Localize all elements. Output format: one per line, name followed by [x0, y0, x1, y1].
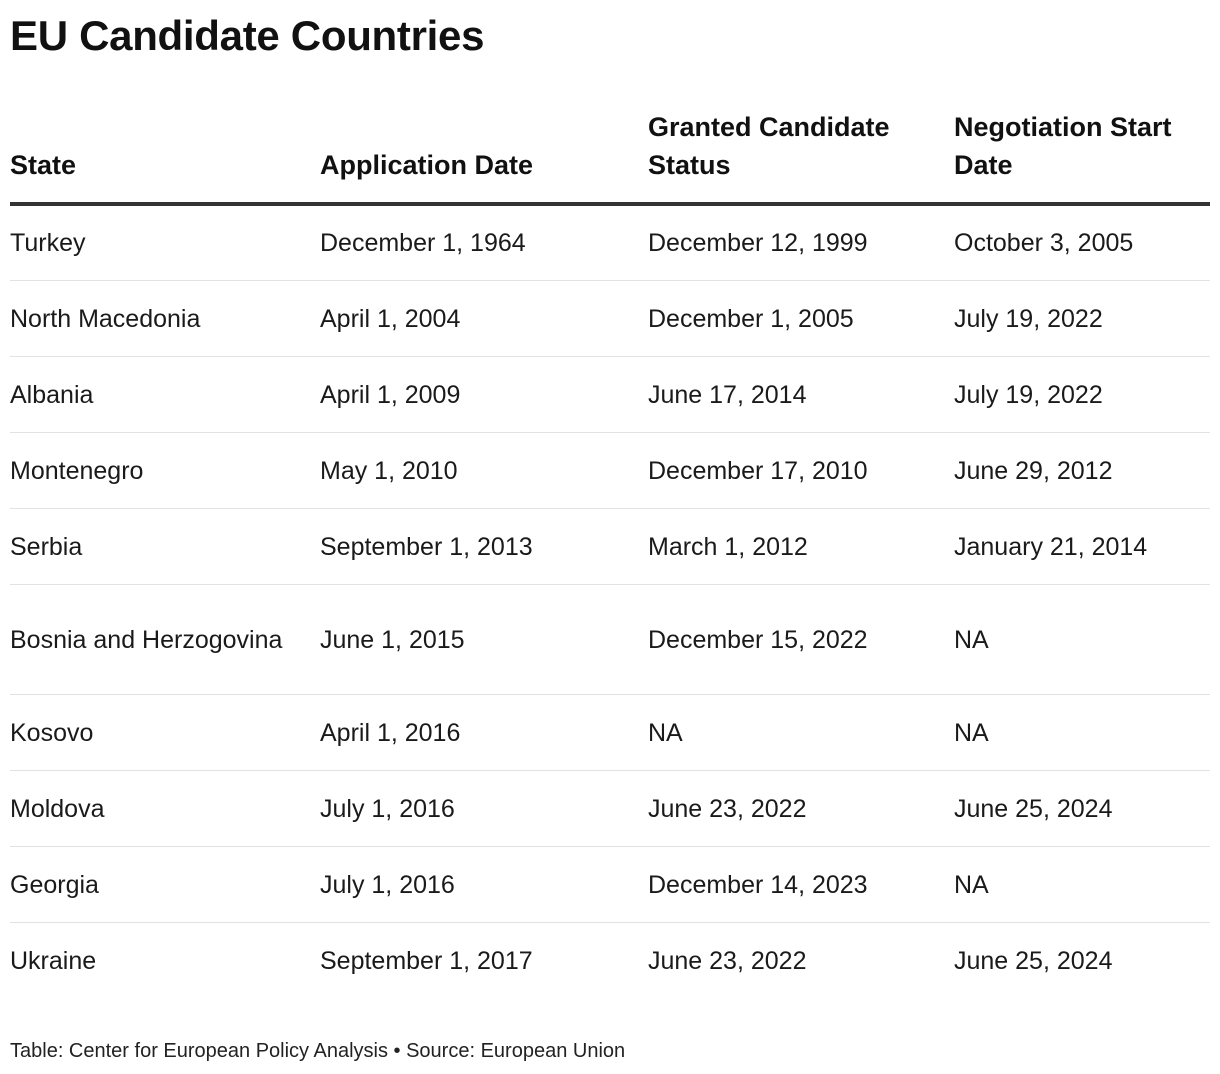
cell-application-date: April 1, 2009	[320, 357, 648, 433]
table-body	[10, 204, 1210, 998]
cell-candidate-status-date: December 15, 2022	[648, 585, 954, 695]
cell-candidate-status-date: December 17, 2010	[648, 433, 954, 509]
page-title: EU Candidate Countries	[10, 12, 485, 59]
cell-state: North Macedonia	[10, 281, 320, 357]
cell-state: Bosnia and Herzogovina	[10, 585, 320, 695]
cell-candidate-status-date: December 12, 1999	[648, 204, 954, 281]
cell-application-date: April 1, 2016	[320, 695, 648, 771]
table-row	[10, 204, 1210, 281]
cell-application-date: June 1, 2015	[320, 585, 648, 695]
cell-negotiation-start-date: June 25, 2024	[954, 946, 1113, 975]
cell-negotiation-start-date: NA	[954, 585, 1210, 695]
table-header	[10, 108, 1210, 204]
candidate-countries-table	[10, 108, 1210, 998]
cell-application-date: July 1, 2016	[320, 847, 648, 923]
cell-application-date: September 1, 2013	[320, 509, 648, 585]
table-row	[10, 585, 1210, 695]
table-row	[10, 281, 1210, 357]
cell-application-date: December 1, 1964	[320, 204, 648, 281]
cell-state: Kosovo	[10, 695, 320, 771]
cell-application-date: May 1, 2010	[320, 433, 648, 509]
table-row	[10, 509, 1210, 585]
cell-application-date: September 1, 2017	[320, 946, 533, 975]
cell-candidate-status-date: March 1, 2012	[648, 509, 954, 585]
column-header-negotiation-start-date: Negotiation Start Date	[954, 108, 1210, 204]
column-header-state: State	[10, 108, 320, 204]
cell-application-date: July 1, 2016	[320, 771, 648, 847]
column-header-granted-candidate-status: Granted Candidate Status	[648, 108, 954, 204]
table-row	[10, 771, 1210, 847]
cell-state: Serbia	[10, 509, 320, 585]
table-row	[10, 695, 1210, 771]
cell-state: Moldova	[10, 771, 320, 847]
cell-negotiation-start-date: July 19, 2022	[954, 281, 1210, 357]
cell-negotiation-start-date: June 25, 2024	[954, 771, 1210, 847]
cell-negotiation-start-date: NA	[954, 847, 1210, 923]
cell-negotiation-start-date: October 3, 2005	[954, 204, 1210, 281]
table-row	[10, 357, 1210, 433]
cell-state: Montenegro	[10, 433, 320, 509]
header-row	[10, 108, 1210, 204]
column-header-application-date: Application Date	[320, 108, 648, 204]
cell-application-date: April 1, 2004	[320, 281, 648, 357]
cell-state: Georgia	[10, 847, 320, 923]
table-row	[10, 433, 1210, 509]
cell-state: Albania	[10, 357, 320, 433]
cell-candidate-status-date: December 14, 2023	[648, 847, 954, 923]
cell-negotiation-start-date: January 21, 2014	[954, 509, 1210, 585]
table-row	[10, 923, 1210, 999]
cell-negotiation-start-date: NA	[954, 695, 1210, 771]
cell-candidate-status-date: June 23, 2022	[648, 771, 954, 847]
cell-negotiation-start-date: June 29, 2012	[954, 433, 1210, 509]
cell-candidate-status-date: June 23, 2022	[648, 946, 807, 975]
cell-candidate-status-date: June 17, 2014	[648, 357, 954, 433]
cell-negotiation-start-date: July 19, 2022	[954, 357, 1210, 433]
cell-candidate-status-date: NA	[648, 695, 954, 771]
cell-state: Ukraine	[10, 946, 97, 975]
table-row	[10, 847, 1210, 923]
cell-state: Turkey	[10, 204, 320, 281]
source-footnote: Table: Center for European Policy Analysis • Source: European Union	[10, 1040, 626, 1062]
cell-candidate-status-date: December 1, 2005	[648, 281, 954, 357]
